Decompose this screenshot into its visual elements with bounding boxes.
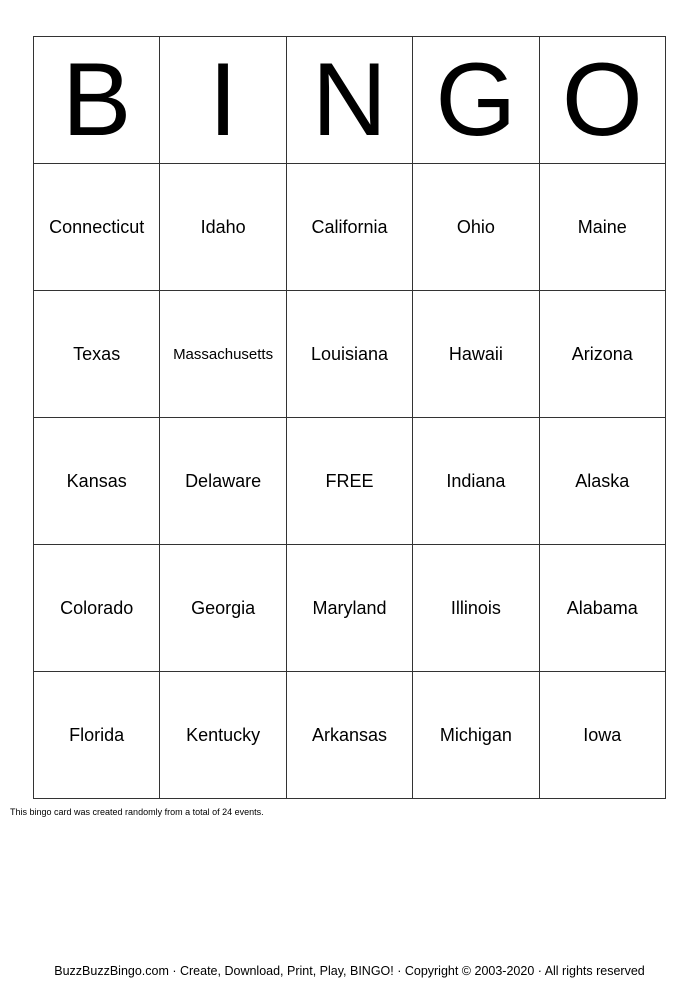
bingo-cell: Massachusetts bbox=[160, 291, 286, 418]
bingo-cell: Ohio bbox=[413, 164, 539, 291]
bingo-cell: Indiana bbox=[413, 418, 539, 545]
bingo-cell: Maine bbox=[539, 164, 665, 291]
header-letter-n: N bbox=[286, 37, 412, 164]
bingo-cell: Connecticut bbox=[34, 164, 160, 291]
bingo-cell: Iowa bbox=[539, 672, 665, 799]
bingo-cell: Alabama bbox=[539, 545, 665, 672]
bingo-cell: Idaho bbox=[160, 164, 286, 291]
bingo-cell: Alaska bbox=[539, 418, 665, 545]
bingo-cell: Texas bbox=[34, 291, 160, 418]
bingo-cell: Illinois bbox=[413, 545, 539, 672]
bingo-cell: Kansas bbox=[34, 418, 160, 545]
bingo-cell: Louisiana bbox=[286, 291, 412, 418]
bingo-cell: California bbox=[286, 164, 412, 291]
bingo-cell: Michigan bbox=[413, 672, 539, 799]
header-letter-o: O bbox=[539, 37, 665, 164]
bingo-cell: Hawaii bbox=[413, 291, 539, 418]
header-letter-i: I bbox=[160, 37, 286, 164]
bingo-cell: Delaware bbox=[160, 418, 286, 545]
bingo-cell: Maryland bbox=[286, 545, 412, 672]
bingo-card bbox=[33, 36, 666, 799]
card-generation-note: This bingo card was created randomly from a total of 24 events. bbox=[10, 807, 264, 817]
header-letter-g: G bbox=[413, 37, 539, 164]
page-footer: BuzzBuzzBingo.com · Create, Download, Print, Play, BINGO! · Copyright © 2003-2020 · All rights reserved bbox=[54, 964, 645, 978]
bingo-row bbox=[34, 291, 666, 418]
bingo-cell: Kentucky bbox=[160, 672, 286, 799]
free-space-cell: FREE bbox=[286, 418, 412, 545]
bingo-cell: Georgia bbox=[160, 545, 286, 672]
bingo-cell: Arizona bbox=[539, 291, 665, 418]
bingo-header-row bbox=[34, 37, 666, 164]
header-letter-b: B bbox=[34, 37, 160, 164]
bingo-cell: Colorado bbox=[34, 545, 160, 672]
bingo-row bbox=[34, 672, 666, 799]
bingo-cell: Florida bbox=[34, 672, 160, 799]
bingo-row bbox=[34, 545, 666, 672]
bingo-cell: Arkansas bbox=[286, 672, 412, 799]
bingo-row bbox=[34, 164, 666, 291]
bingo-row bbox=[34, 418, 666, 545]
